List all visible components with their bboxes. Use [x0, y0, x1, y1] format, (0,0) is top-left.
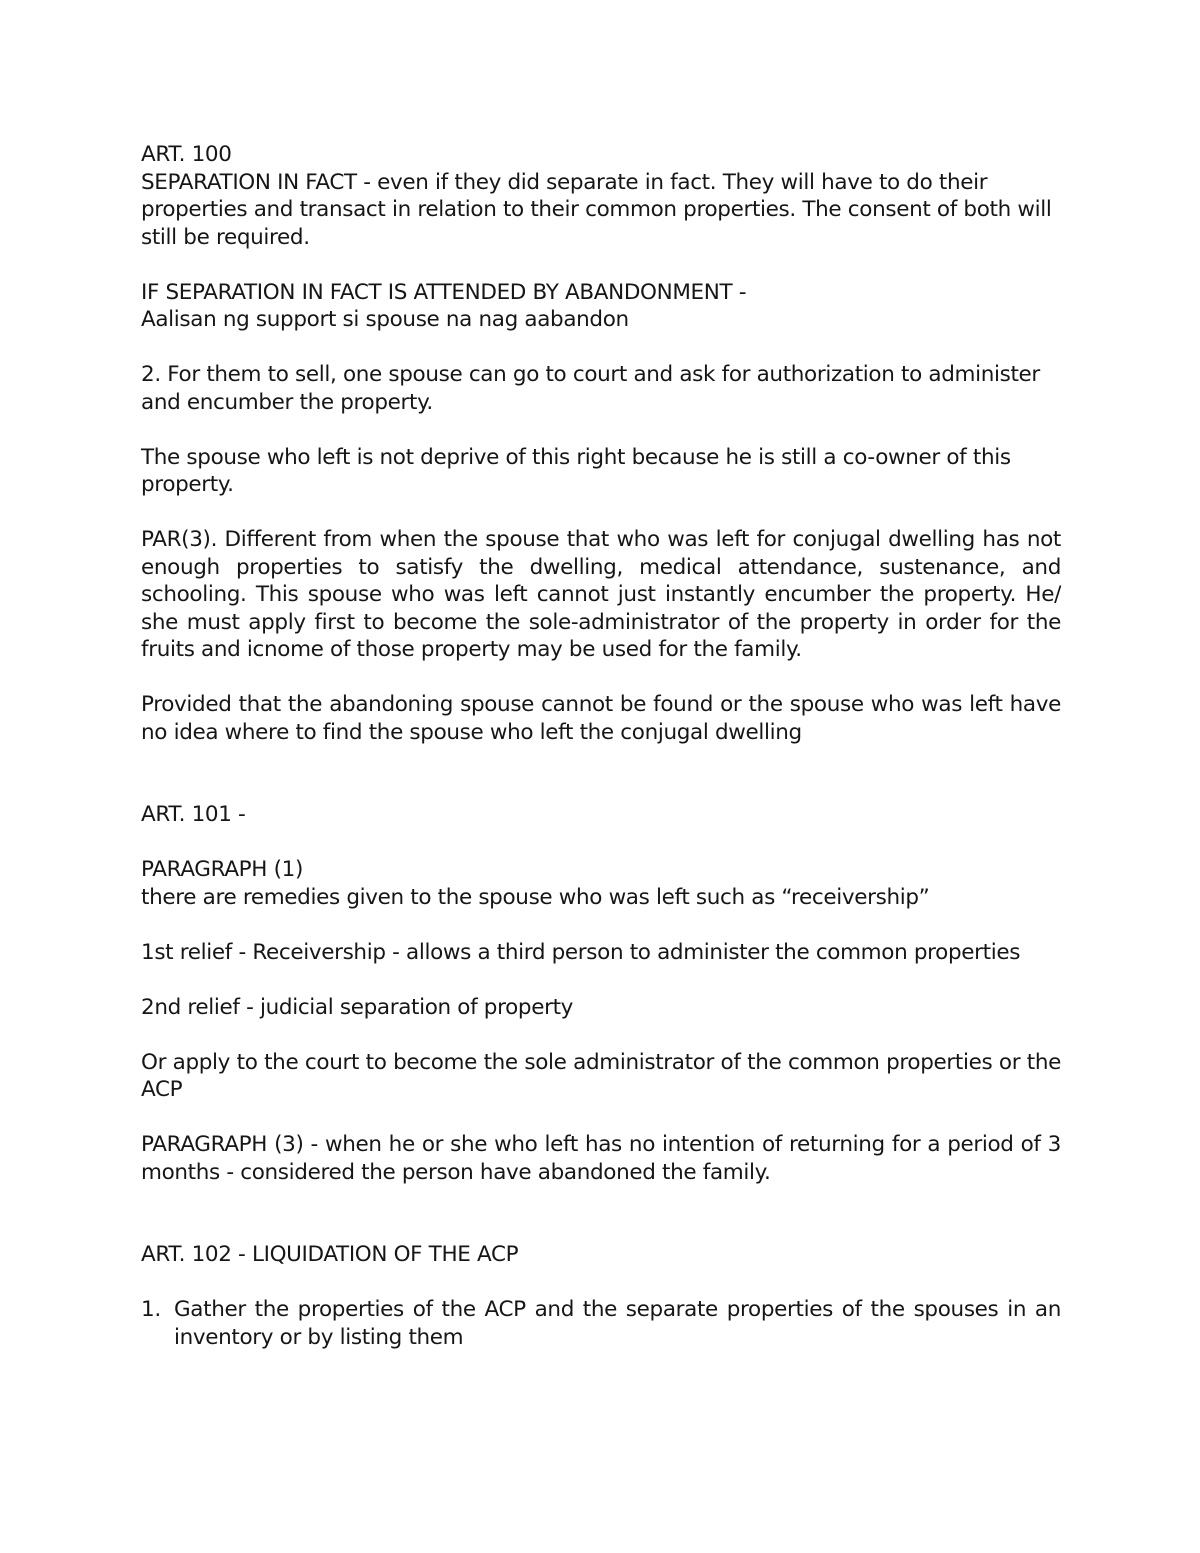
paragraph-1-block — [141, 856, 1061, 911]
list-item-number: 1. — [141, 1297, 161, 1322]
paragraph-1-heading: PARAGRAPH (1) — [141, 857, 304, 882]
article-101-heading: ART. 101 - — [141, 802, 246, 827]
or-apply-paragraph: Or apply to the court to become the sole administrator of the common properties or the ACP — [141, 1049, 1061, 1102]
section-spacer — [141, 774, 1061, 802]
section-spacer — [141, 1214, 1061, 1242]
point-2-paragraph: 2. For them to sell, one spouse can go to court and ask for authorization to administer and encumber the property. — [141, 362, 1040, 415]
provided-paragraph: Provided that the abandoning spouse cannot be found or the spouse who was left have no idea where to find the spouse who left the conjugal dwelling — [141, 692, 1061, 745]
article-100-section — [141, 141, 1061, 746]
article-100-block — [141, 141, 1061, 251]
article-101-section — [141, 801, 1061, 1186]
article-102-section — [141, 1241, 1061, 1351]
list-item — [141, 1296, 1061, 1351]
article-100-heading: ART. 100 — [141, 142, 232, 167]
paragraph-1-text: there are remedies given to the spouse who was left such as “receivership” — [141, 884, 930, 910]
relief-1-paragraph: 1st relief - Receivership - allows a third person to administer the common properties — [141, 939, 1021, 965]
abandonment-block — [141, 279, 1061, 334]
abandonment-heading: IF SEPARATION IN FACT IS ATTENDED BY ABANDONMENT - — [141, 279, 747, 305]
separation-in-fact-paragraph: SEPARATION IN FACT - even if they did separate in fact. They will have to do their properties and transact in relation to their common properties. The consent of both will still be required. — [141, 169, 1052, 250]
article-102-heading: ART. 102 - LIQUIDATION OF THE ACP — [141, 1242, 519, 1267]
abandonment-text: Aalisan ng support si spouse na nag aabandon — [141, 307, 629, 332]
liquidation-steps-list — [141, 1296, 1061, 1351]
spouse-who-left-paragraph: The spouse who left is not deprive of this right because he is still a co-owner of this property. — [141, 444, 1011, 497]
list-item-text: Gather the properties of the ACP and the separate properties of the spouses in an inventory or by listing them — [174, 1297, 1061, 1350]
paragraph-3-paragraph: PARAGRAPH (3) - when he or she who left has no intention of returning for a period of 3 months - considered the person have abandoned the family. — [141, 1132, 1061, 1185]
document-body — [141, 141, 1061, 1351]
relief-2-paragraph: 2nd relief - judicial separation of property — [141, 994, 574, 1020]
par3-paragraph: PAR(3). Different from when the spouse that who was left for conjugal dwelling has not enough properties to satisfy the dwelling, medical attendance, sustenance, and schooling. This spouse who was left cannot just instantly encumber the property. He/ she must apply first to become the sole-administrator of the property in order for the fruits and icnome of those property may be used for the family. — [141, 527, 1061, 662]
